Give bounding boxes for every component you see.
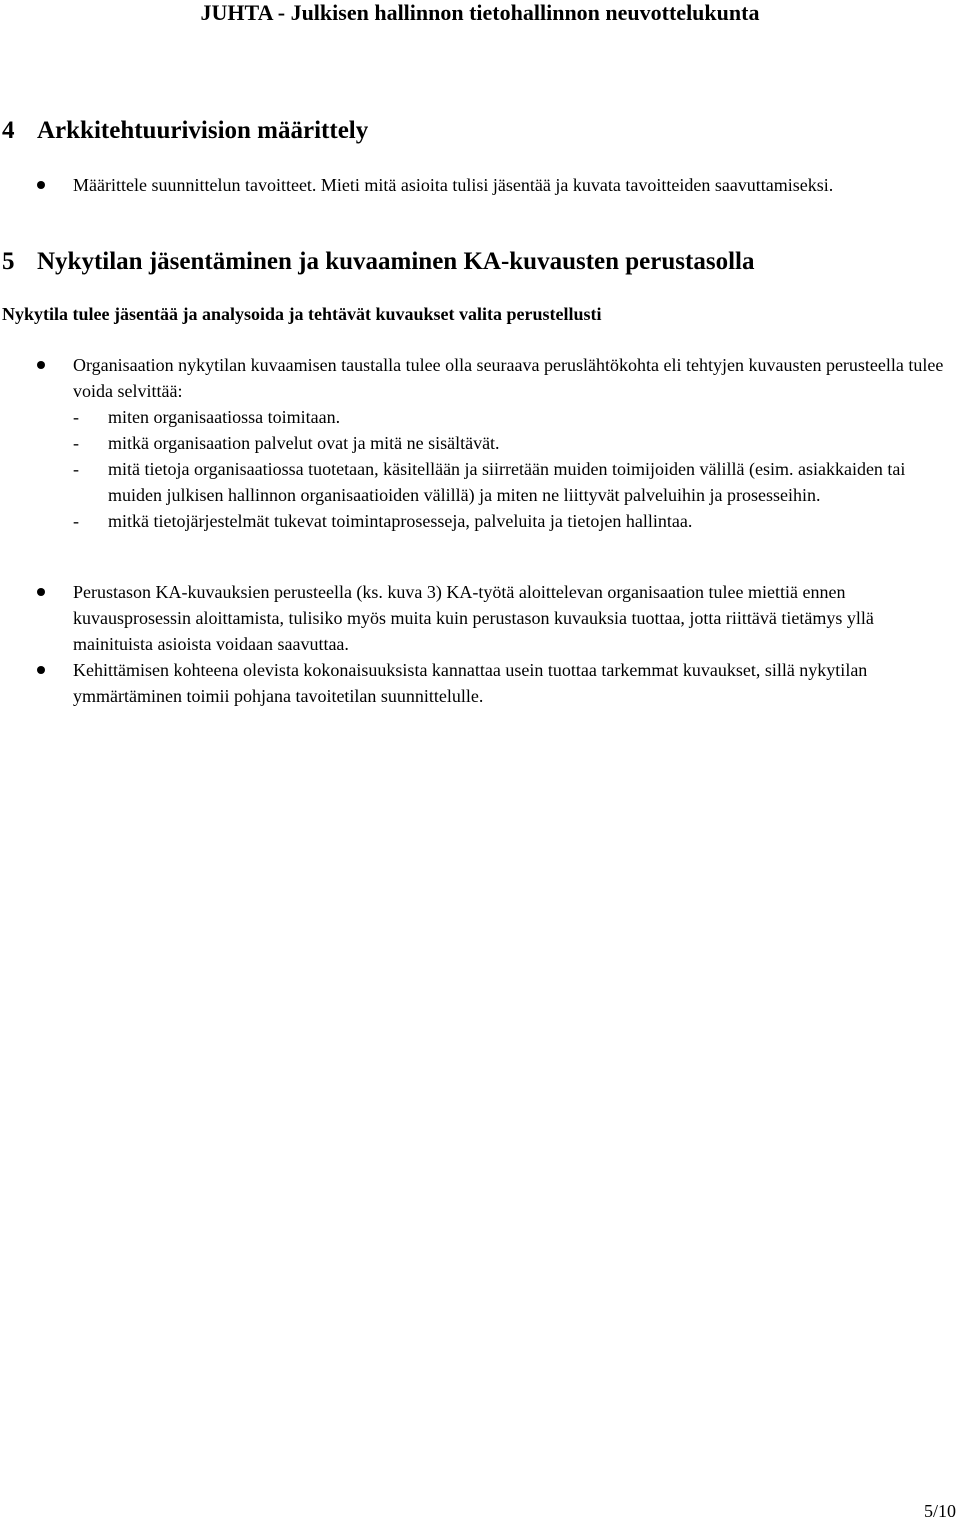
dash-item: [73, 404, 955, 430]
section-5-list-a: [0, 352, 955, 534]
section-5-heading: [2, 247, 754, 277]
dash-icon: -: [73, 511, 79, 531]
dash-icon: -: [73, 407, 79, 427]
bullet-icon: [37, 181, 45, 189]
dash-text: mitkä organisaation palvelut ovat ja mitä ne sisältävät.: [108, 433, 500, 453]
section-5-title: Nykytilan jäsentäminen ja kuvaaminen KA-kuvausten perustasolla: [37, 248, 755, 275]
bullet-icon: [37, 361, 45, 369]
section-4-list: [0, 172, 955, 198]
dash-item: [73, 508, 955, 534]
bullet-icon: [37, 666, 45, 674]
list-item: [0, 657, 955, 709]
list-item: [0, 579, 955, 657]
dash-text: mitkä tietojärjestelmät tukevat toimintaprosesseja, palveluita ja tietojen hallintaa.: [108, 511, 693, 531]
section-5-subtitle: Nykytila tulee jäsentää ja analysoida ja tehtävät kuvaukset valita perustellusti: [2, 304, 602, 324]
dash-text: miten organisaatiossa toimitaan.: [108, 407, 341, 427]
dash-icon: -: [73, 433, 79, 453]
bullet-text: Organisaation nykytilan kuvaamisen taustalla tulee olla seuraava peruslähtökohta eli tehtyjen kuvausten perusteella tulee voida selvittää:: [73, 355, 944, 401]
section-5-number: 5: [2, 248, 15, 275]
dash-item: [73, 456, 955, 508]
list-item: [0, 352, 955, 534]
bullet-icon: [37, 588, 45, 596]
section-4-heading: [2, 116, 368, 146]
bullet-text: Kehittämisen kohteena olevista kokonaisuuksista kannattaa usein tuottaa tarkemmat kuvaukset, sillä nykytilan ymmärtäminen toimii pohjana tavoitetilan suunnittelulle.: [73, 660, 868, 706]
list-item: [0, 172, 955, 198]
dash-icon: -: [73, 459, 79, 479]
bullet-text: Perustason KA-kuvauksien perusteella (ks. kuva 3) KA-työtä aloittelevan organisaation tulee miettiä ennen kuvausprosessin aloittamista, tulisiko myös muita kuin perustason kuvauksia tuottaa, jotta riittävä tietämys yllä mainituista asioista voidaan saavuttaa.: [73, 582, 874, 654]
section-4-title: Arkkitehtuurivision määrittely: [37, 117, 369, 144]
bullet-text: Määrittele suunnittelun tavoitteet. Mieti mitä asioita tulisi jäsentää ja kuvata tavoitteiden saavuttamiseksi.: [73, 175, 834, 195]
dash-item: [73, 430, 955, 456]
page-number: 5/10: [923, 1501, 956, 1521]
document-header: JUHTA - Julkisen hallinnon tietohallinnon neuvottelukunta: [200, 0, 760, 25]
section-4-number: 4: [2, 117, 15, 144]
dash-text: mitä tietoja organisaatiossa tuotetaan, käsitellään ja siirretään muiden toimijoiden välillä (esim. asiakkaiden tai muiden julkisen hallinnon organisaatioiden välillä) ja miten ne liittyvät palveluihin ja prosesseihin.: [108, 459, 906, 505]
section-5-list-b: [0, 579, 955, 709]
